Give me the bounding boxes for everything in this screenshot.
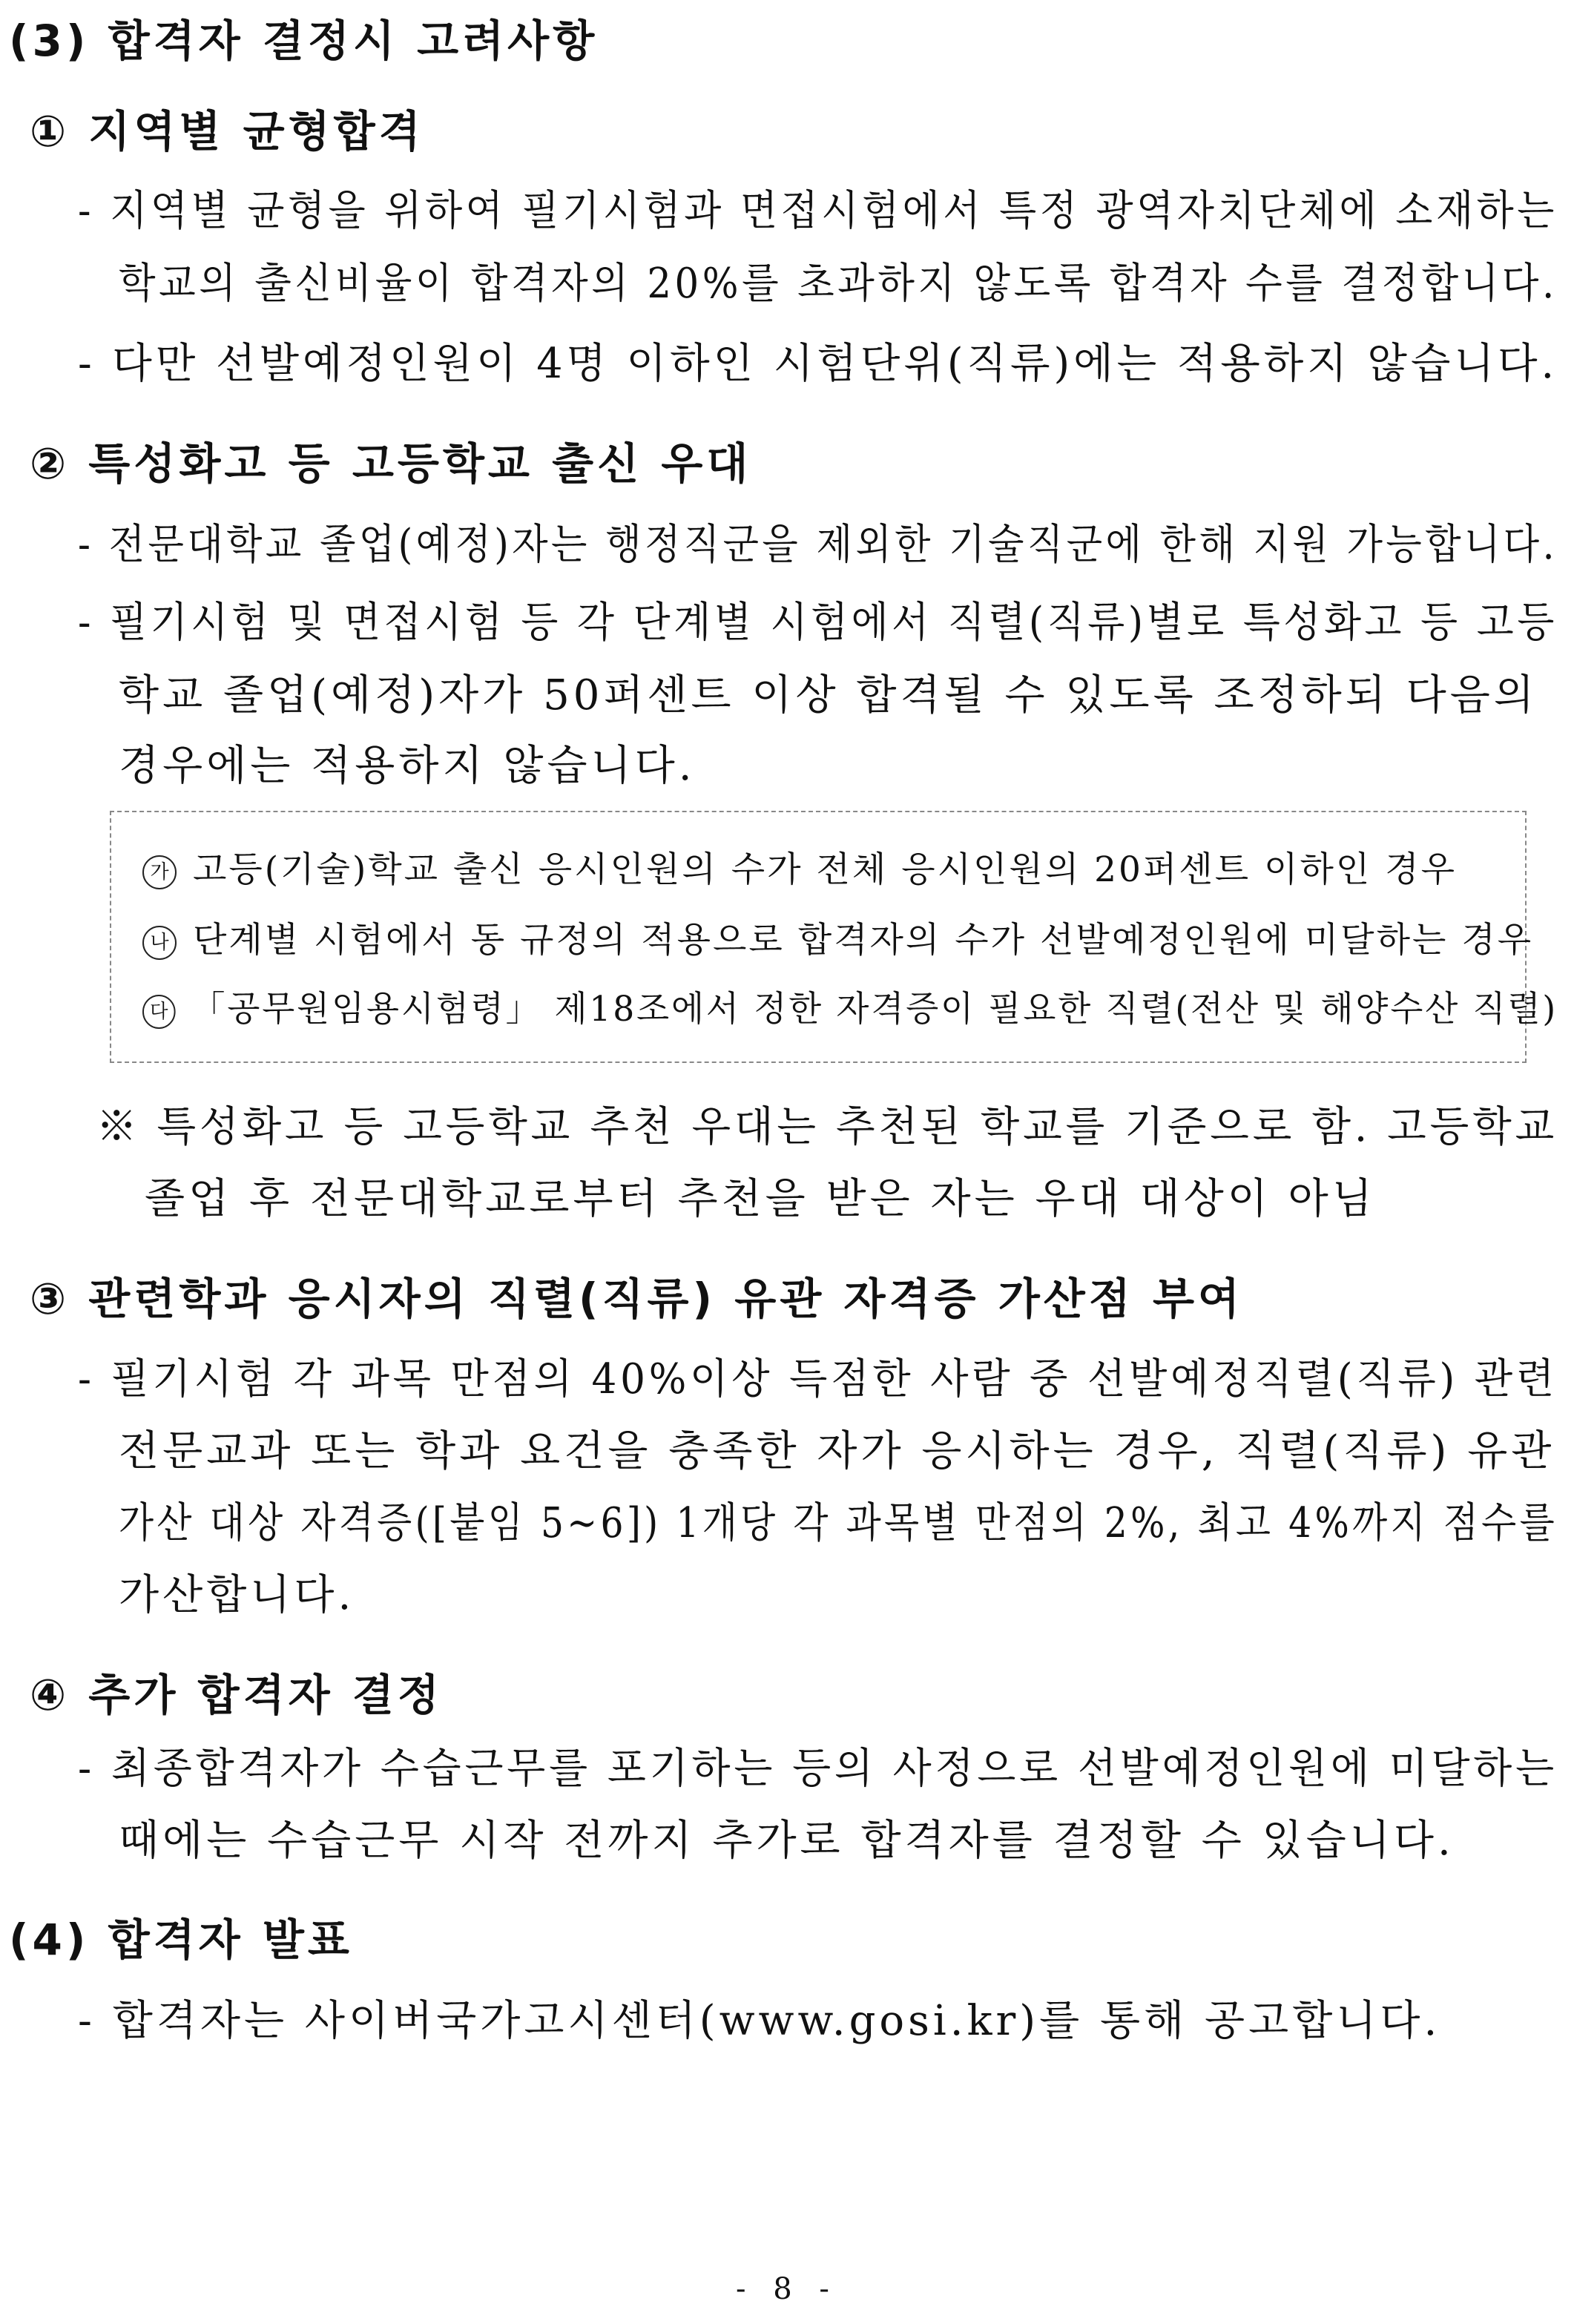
paragraph: - 필기시험 각 과목 만점의 40%이상 득점한 사람 중 선발예정직렬(직류) 관련 (78, 1355, 1558, 1403)
page-number: - 8 - (736, 2272, 838, 2306)
exception-item-1: 가 고등(기술)학교 출신 응시인원의 수가 전체 응시인원의 20퍼센트 이하인 경우 (142, 842, 1457, 892)
subsection-3-heading: ③ 관련학과 응시자의 직렬(직류) 유관 자격증 가산점 부여 (30, 1274, 1244, 1324)
subsection-4-heading: ④ 추가 합격자 결정 (30, 1670, 443, 1720)
paragraph: 경우에는 적용하지 않습니다. (119, 742, 696, 790)
circled-marker: 다 (142, 995, 176, 1029)
paragraph: 학교 졸업(예정)자가 50퍼센트 이상 합격될 수 있도록 조정하되 다음의 (119, 671, 1538, 720)
exception-box (110, 811, 1558, 1063)
paragraph: - 필기시험 및 면접시험 등 각 단계별 시험에서 직렬(직류)별로 특성화고 등 고등 (78, 599, 1558, 647)
paragraph: 전문교과 또는 학과 요건을 충족한 자가 응시하는 경우, 직렬(직류) 유관 (119, 1427, 1555, 1475)
paragraph: 가산 대상 자격증([붙임 5~6]) 1개당 각 과목별 만점의 2%, 최고 4%까지 점수를 (119, 1499, 1558, 1547)
paragraph: 때에는 수습근무 시작 전까지 추가로 합격자를 결정할 수 있습니다. (119, 1817, 1455, 1865)
subsection-1-heading: ① 지역별 균형합격 (30, 106, 424, 157)
note: ※ 특성화고 등 고등학교 추천 우대는 추천된 학교를 기준으로 함. 고등학교 (96, 1103, 1558, 1151)
paragraph: - 합격자는 사이버국가고시센터(www.gosi.kr)를 통해 공고합니다. (78, 1997, 1441, 2045)
exception-item-3: 다 「공무원임용시험령」 제18조에서 정한 자격증이 필요한 직렬(전산 및 해양수산 직렬) (142, 981, 1558, 1031)
paragraph: - 전문대학교 졸업(예정)자는 행정직군을 제외한 기술직군에 한해 지원 가능합니다. (78, 521, 1558, 569)
paragraph: 학교의 출신비율이 합격자의 20%를 초과하지 않도록 합격자 수를 결정합니다. (119, 260, 1558, 308)
section-3-heading: (3) 합격자 결정시 고려사항 (9, 16, 599, 66)
paragraph: - 다만 선발예정인원이 4명 이하인 시험단위(직류)에는 적용하지 않습니다. (78, 340, 1558, 388)
exception-item-2: 나 단계별 시험에서 동 규정의 적용으로 합격자의 수가 선발예정인원에 미달하는 경우 (142, 912, 1533, 962)
paragraph: - 최종합격자가 수습근무를 포기하는 등의 사정으로 선발예정인원에 미달하는 (78, 1745, 1558, 1793)
circled-marker: 나 (142, 926, 177, 960)
subsection-2-heading: ② 특성화고 등 고등학교 출신 우대 (30, 438, 752, 489)
note: 졸업 후 전문대학교로부터 추천을 받은 자는 우대 대상이 아님 (145, 1175, 1376, 1223)
circled-marker: 가 (142, 855, 177, 889)
section-4-heading: (4) 합격자 발표 (9, 1915, 353, 1965)
paragraph: 가산합니다. (119, 1571, 355, 1619)
paragraph: - 지역별 균형을 위하여 필기시험과 면접시험에서 특정 광역자치단체에 소재하는 (78, 187, 1558, 235)
